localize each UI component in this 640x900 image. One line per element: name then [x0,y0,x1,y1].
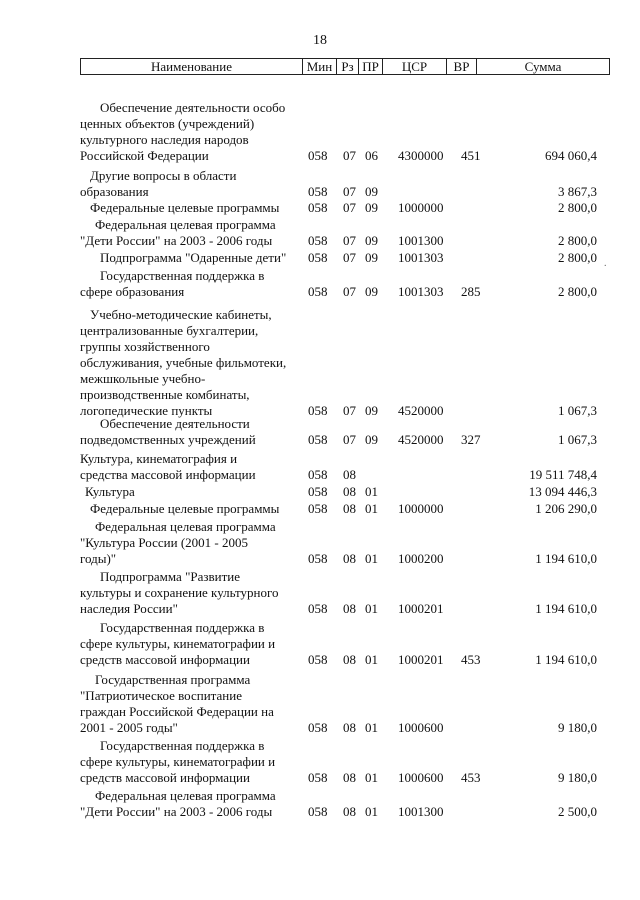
cell-csr: 1001303 [398,284,444,299]
cell-min: 058 [308,551,328,566]
cell-pr: 01 [365,720,378,735]
cell-rz: 07 [343,284,356,299]
table-header [80,58,610,75]
row-name-line: логопедические пункты [80,403,213,418]
cell-sum: 1 194 610,0 [535,601,597,616]
row-name-line: Культура [85,484,135,499]
cell-sum: 2 500,0 [558,804,597,819]
cell-pr: 09 [365,184,378,199]
cell-min: 058 [308,284,328,299]
cell-min: 058 [308,432,328,447]
row-name-line: Российской Федерации [80,148,209,163]
row-name [80,738,302,786]
row-name-line: сфере образования [80,284,185,299]
cell-pr: 09 [365,284,378,299]
row-name [80,168,302,200]
cell-csr: 1001300 [398,804,444,819]
row-name-line: Обеспечение деятельности [100,416,250,431]
row-name-line: "Дети России" на 2003 - 2006 годы [80,233,273,248]
header-vr: ВР [447,59,477,74]
row-name-line: производственные комбинаты, [80,387,250,402]
cell-csr: 4300000 [398,148,444,163]
row-name-line: 2001 - 2005 годы" [80,720,178,735]
row-name-line: Учебно-методические кабинеты, [90,307,272,322]
cell-min: 058 [308,250,328,265]
cell-csr: 1000201 [398,652,444,667]
cell-vr: 327 [461,432,481,447]
cell-sum: 13 094 446,3 [528,484,597,499]
row-name-line: централизованные бухгалтерии, [80,323,259,338]
cell-csr: 1000600 [398,720,444,735]
cell-rz: 07 [343,403,356,418]
cell-vr: 451 [461,148,481,163]
cell-csr: 1000201 [398,601,444,616]
row-name-line: наследия России" [80,601,178,616]
cell-rz: 08 [343,804,356,819]
cell-vr: 453 [461,770,481,785]
cell-rz: 08 [343,720,356,735]
row-name-line: Федеральные целевые программы [90,501,280,516]
cell-rz: 08 [343,467,356,482]
row-name-line: сфере культуры, кинематографии и [80,636,276,651]
cell-pr: 09 [365,432,378,447]
row-name [80,672,302,736]
cell-rz: 07 [343,432,356,447]
row-name-line: Федеральная целевая программа [95,217,276,232]
cell-rz: 08 [343,501,356,516]
cell-csr: 1000000 [398,501,444,516]
cell-pr: 01 [365,652,378,667]
row-name [80,519,302,567]
row-name-line: Подпрограмма "Одаренные дети" [100,250,287,265]
cell-sum: 2 800,0 [558,233,597,248]
row-name [80,100,302,164]
cell-sum: 19 511 748,4 [529,467,597,482]
cell-pr: 09 [365,200,378,215]
row-name-line: Культура, кинематография и [80,451,238,466]
row-name [80,501,302,517]
cell-min: 058 [308,652,328,667]
row-name-line: годы)" [80,551,117,566]
row-name [80,307,302,419]
header-rz: Рз [337,59,359,74]
cell-sum: 1 194 610,0 [535,551,597,566]
row-name-line: культуры и сохранение культурного [80,585,279,600]
cell-rz: 08 [343,484,356,499]
cell-pr: 01 [365,601,378,616]
cell-csr: 1000000 [398,200,444,215]
row-name-line: Федеральные целевые программы [90,200,280,215]
cell-pr: 01 [365,770,378,785]
cell-min: 058 [308,484,328,499]
cell-csr: 4520000 [398,432,444,447]
cell-min: 058 [308,403,328,418]
cell-min: 058 [308,720,328,735]
cell-min: 058 [308,601,328,616]
cell-sum: 1 206 290,0 [535,501,597,516]
cell-sum: 9 180,0 [558,770,597,785]
cell-csr: 4520000 [398,403,444,418]
row-name-line: группы хозяйственного [80,339,210,354]
cell-pr: 09 [365,403,378,418]
header-pr: ПР [359,59,383,74]
row-name [80,569,302,617]
cell-rz: 07 [343,250,356,265]
row-name-line: Государственная программа [95,672,251,687]
cell-csr: 1000200 [398,551,444,566]
row-name [80,268,302,300]
cell-pr: 01 [365,551,378,566]
cell-csr: 1001300 [398,233,444,248]
cell-rz: 08 [343,770,356,785]
cell-rz: 08 [343,652,356,667]
cell-vr: 285 [461,284,481,299]
header-name: Наименование [81,59,303,74]
row-name-line: обслуживания, учебные фильмотеки, [80,355,287,370]
header-csr: ЦСР [383,59,447,74]
row-name-line: культурного наследия народов [80,132,249,147]
row-name-line: средств массовой информации [80,652,250,667]
row-name-line: межшкольные учебно- [80,371,206,386]
cell-csr: 1000600 [398,770,444,785]
row-name [80,416,302,448]
row-name-line: граждан Российской Федерации на [80,704,274,719]
row-name-line: "Дети России" на 2003 - 2006 годы [80,804,273,819]
cell-pr: 01 [365,804,378,819]
cell-rz: 07 [343,184,356,199]
row-name-line: средств массовой информации [80,770,250,785]
cell-min: 058 [308,148,328,163]
row-name-line: "Культура России (2001 - 2005 [80,535,248,550]
cell-rz: 08 [343,601,356,616]
cell-rz: 07 [343,148,356,163]
cell-min: 058 [308,804,328,819]
cell-vr: 453 [461,652,481,667]
cell-min: 058 [308,770,328,785]
cell-rz: 07 [343,233,356,248]
row-name-line: Подпрограмма "Развитие [100,569,241,584]
header-sum: Сумма [524,59,562,74]
cell-rz: 07 [343,200,356,215]
row-name [80,200,302,216]
cell-min: 058 [308,501,328,516]
cell-sum: 9 180,0 [558,720,597,735]
row-name [80,484,302,500]
cell-min: 058 [308,233,328,248]
row-name-line: Другие вопросы в области [90,168,237,183]
cell-csr: 1001303 [398,250,444,265]
margin-mark: . [604,258,607,269]
row-name-line: ценных объектов (учреждений) [80,116,255,131]
cell-rz: 08 [343,551,356,566]
header-min: Мин [303,59,337,74]
row-name [80,451,302,483]
row-name-line: подведомственных учреждений [80,432,256,447]
row-name-line: Государственная поддержка в [100,268,265,283]
row-name [80,217,302,249]
cell-sum: 1 194 610,0 [535,652,597,667]
cell-sum: 2 800,0 [558,250,597,265]
row-name [80,250,302,266]
cell-min: 058 [308,467,328,482]
cell-sum: 2 800,0 [558,284,597,299]
cell-sum: 1 067,3 [558,403,597,418]
cell-sum: 694 060,4 [545,148,597,163]
cell-pr: 09 [365,233,378,248]
row-name [80,788,302,820]
cell-sum: 3 867,3 [558,184,597,199]
cell-pr: 09 [365,250,378,265]
cell-min: 058 [308,184,328,199]
cell-sum: 2 800,0 [558,200,597,215]
row-name-line: сфере культуры, кинематографии и [80,754,276,769]
row-name-line: Федеральная целевая программа [95,519,276,534]
cell-pr: 01 [365,501,378,516]
row-name-line: Государственная поддержка в [100,738,265,753]
cell-pr: 01 [365,484,378,499]
page-number: 18 [313,33,327,48]
row-name-line: образования [80,184,149,199]
cell-min: 058 [308,200,328,215]
row-name-line: Государственная поддержка в [100,620,265,635]
row-name-line: средства массовой информации [80,467,256,482]
cell-sum: 1 067,3 [558,432,597,447]
row-name-line: Федеральная целевая программа [95,788,276,803]
cell-pr: 06 [365,148,378,163]
row-name-line: Обеспечение деятельности особо [100,100,286,115]
row-name-line: "Патриотическое воспитание [80,688,242,703]
row-name [80,620,302,668]
